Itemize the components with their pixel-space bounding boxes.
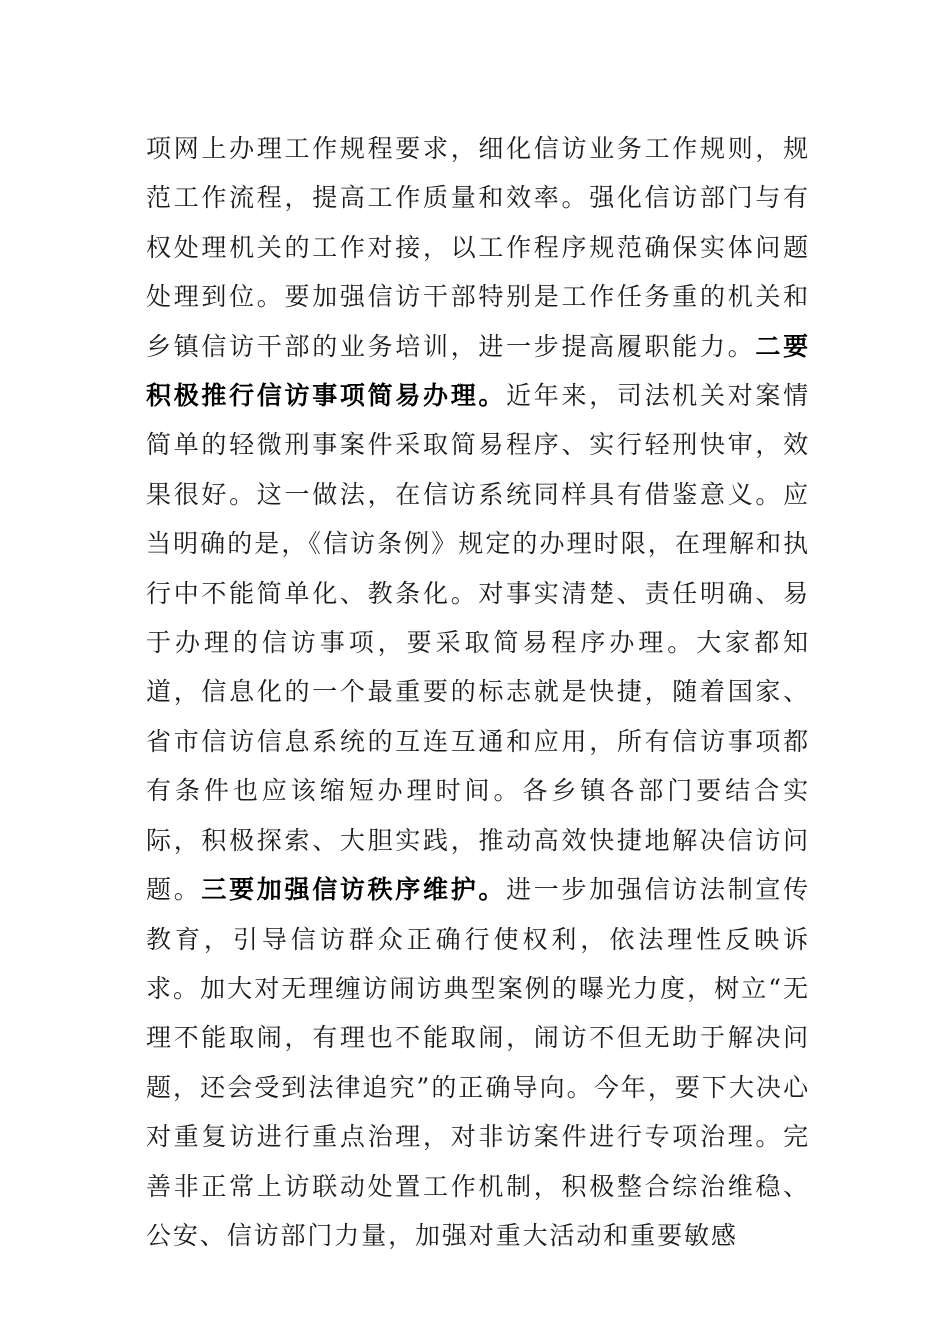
paragraph-text-1: 项网上办理工作规程要求，细化信访业务工作规则，规范工作流程，提高工作质量和效率。强化信访部门与有权处理机关的工作对接，以工作程序规范确保实体问题处理到位。要加强信访干部特别是工作任务重的机关和乡镇信访干部的业务培训，进一步提高履职能力。 (146, 134, 810, 361)
paragraph-text-2: 近年来，司法机关对案情简单的轻微刑事案件采取简易程序、实行轻刑快审，效果很好。这一做法，在信访系统同样具有借鉴意义。应当明确的是，《信访条例》规定的办理时限，在理解和执行中不能简单化、教条化。对事实清楚、责任明确、易于办理的信访事项，要采取简易程序办理。大家都知道，信息化的一个最重要的标志就是快捷，随着国家、省市信访信息系统的互连互通和应用，所有信访事项都有条件也应该缩短办理时间。各乡镇各部门要结合实际，积极探索、大胆实践，推动高效快捷地解决信访问题。 (146, 381, 811, 905)
body-paragraph (146, 124, 810, 1260)
point-heading-3: 三要加强信访秩序维护。 (201, 875, 507, 905)
point-heading-2: 二要积极推行信访事项简易办理。 (146, 331, 810, 411)
paragraph-text-3: 进一步加强信访法制宣传教育，引导信访群众正确行使权利，依法理性反映诉求。加大对无理缠访闹访典型案例的曝光力度，树立“无理不能取闹，有理也不能取闹，闹访不但无助于解决问题，还会受到法律追究”的正确导向。今年，要下大决心对重复访进行重点治理，对非访案件进行专项治理。完善非正常上访联动处置工作机制，积极整合综治维稳、公安、信访部门力量，加强对重大活动和重要敏感 (146, 875, 810, 1250)
